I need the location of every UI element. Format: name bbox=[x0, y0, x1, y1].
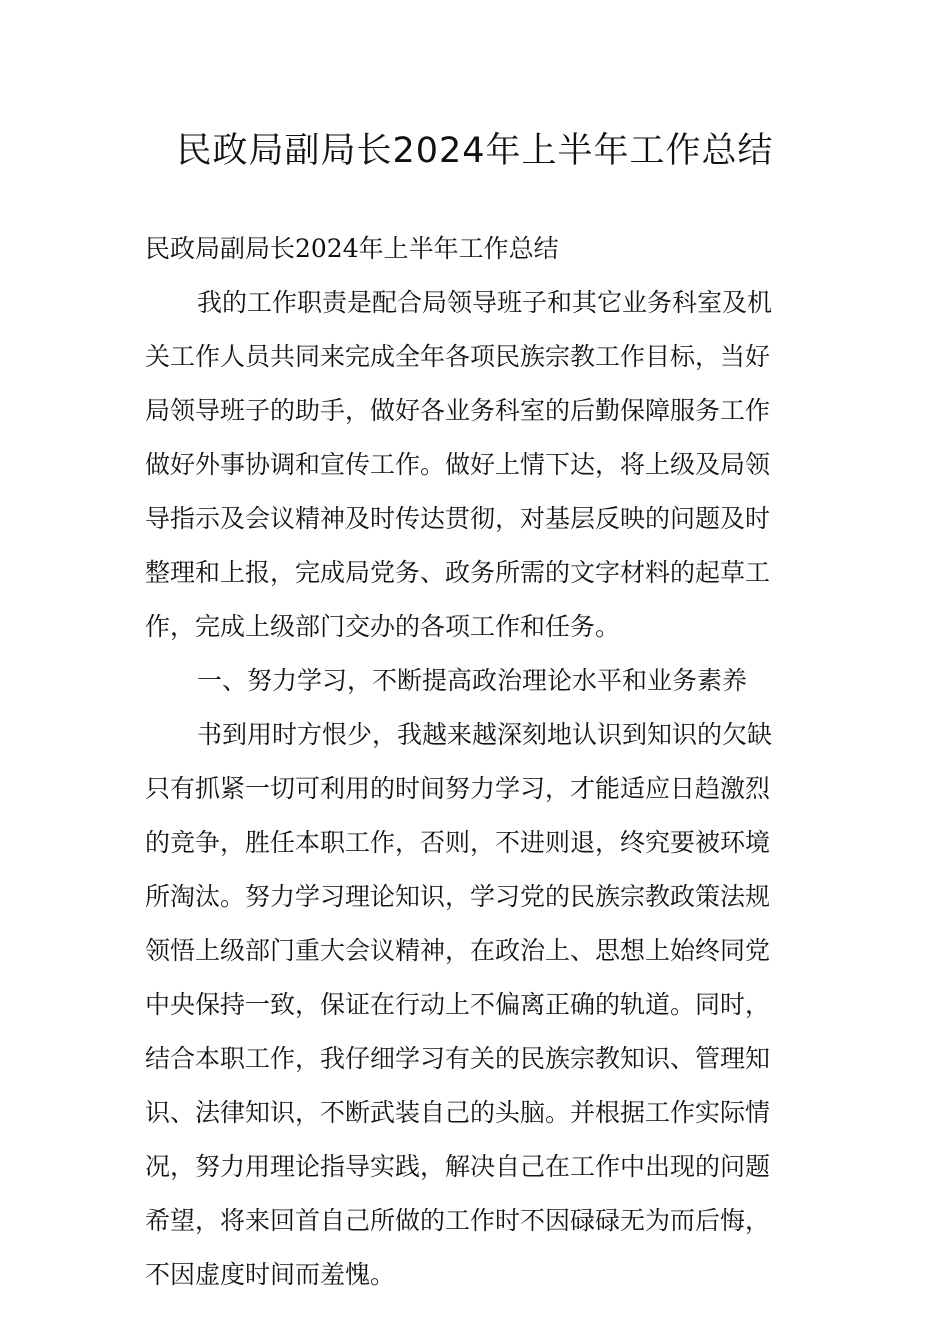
document-body bbox=[145, 230, 810, 1310]
paragraph-line: 书到用时方恨少，我越来越深刻地认识到知识的欠缺 bbox=[197, 720, 773, 749]
paragraph-line: 所淘汰。努力学习理论知识，学习党的民族宗教政策法规 bbox=[145, 882, 771, 911]
paragraph-line: 的竞争，胜任本职工作，否则，不进则退，终究要被环境 bbox=[145, 828, 771, 857]
paragraph-line: 领悟上级部门重大会议精神，在政治上、思想上始终同党 bbox=[145, 936, 771, 965]
paragraph-line: 作，完成上级部门交办的各项工作和任务。 bbox=[145, 612, 621, 641]
paragraph-line: 希望，将来回首自己所做的工作时不因碌碌无为而后悔， bbox=[145, 1206, 771, 1235]
paragraph-line: 中央保持一致，保证在行动上不偏离正确的轨道。同时， bbox=[145, 990, 771, 1019]
paragraph-line: 不因虚度时间而羞愧。 bbox=[145, 1260, 396, 1289]
paragraph-line: 我的工作职责是配合局领导班子和其它业务科室及机 bbox=[197, 288, 773, 317]
paragraph-line: 局领导班子的助手，做好各业务科室的后勤保障服务工作 bbox=[145, 396, 771, 425]
document-title: 民政局副局长2024年上半年工作总结 bbox=[176, 131, 774, 171]
paragraph-line: 只有抓紧一切可利用的时间努力学习，才能适应日趋激烈 bbox=[145, 774, 771, 803]
paragraph-line: 导指示及会议精神及时传达贯彻，对基层反映的问题及时 bbox=[145, 504, 771, 533]
paragraph-line: 整理和上报，完成局党务、政务所需的文字材料的起草工 bbox=[145, 558, 771, 587]
paragraph-line: 关工作人员共同来完成全年各项民族宗教工作目标，当好 bbox=[145, 342, 771, 371]
paragraph-line: 结合本职工作，我仔细学习有关的民族宗教知识、管理知 bbox=[145, 1044, 771, 1073]
paragraph-line: 做好外事协调和宣传工作。做好上情下达，将上级及局领 bbox=[145, 450, 771, 479]
paragraph-line: 况，努力用理论指导实践，解决自己在工作中出现的问题 bbox=[145, 1152, 771, 1181]
paragraph-line: 识、法律知识，不断武装自己的头脑。并根据工作实际情 bbox=[145, 1098, 771, 1127]
section-heading: 一、努力学习，不断提高政治理论水平和业务素养 bbox=[197, 666, 748, 695]
body-heading-line: 民政局副局长2024年上半年工作总结 bbox=[145, 234, 559, 263]
